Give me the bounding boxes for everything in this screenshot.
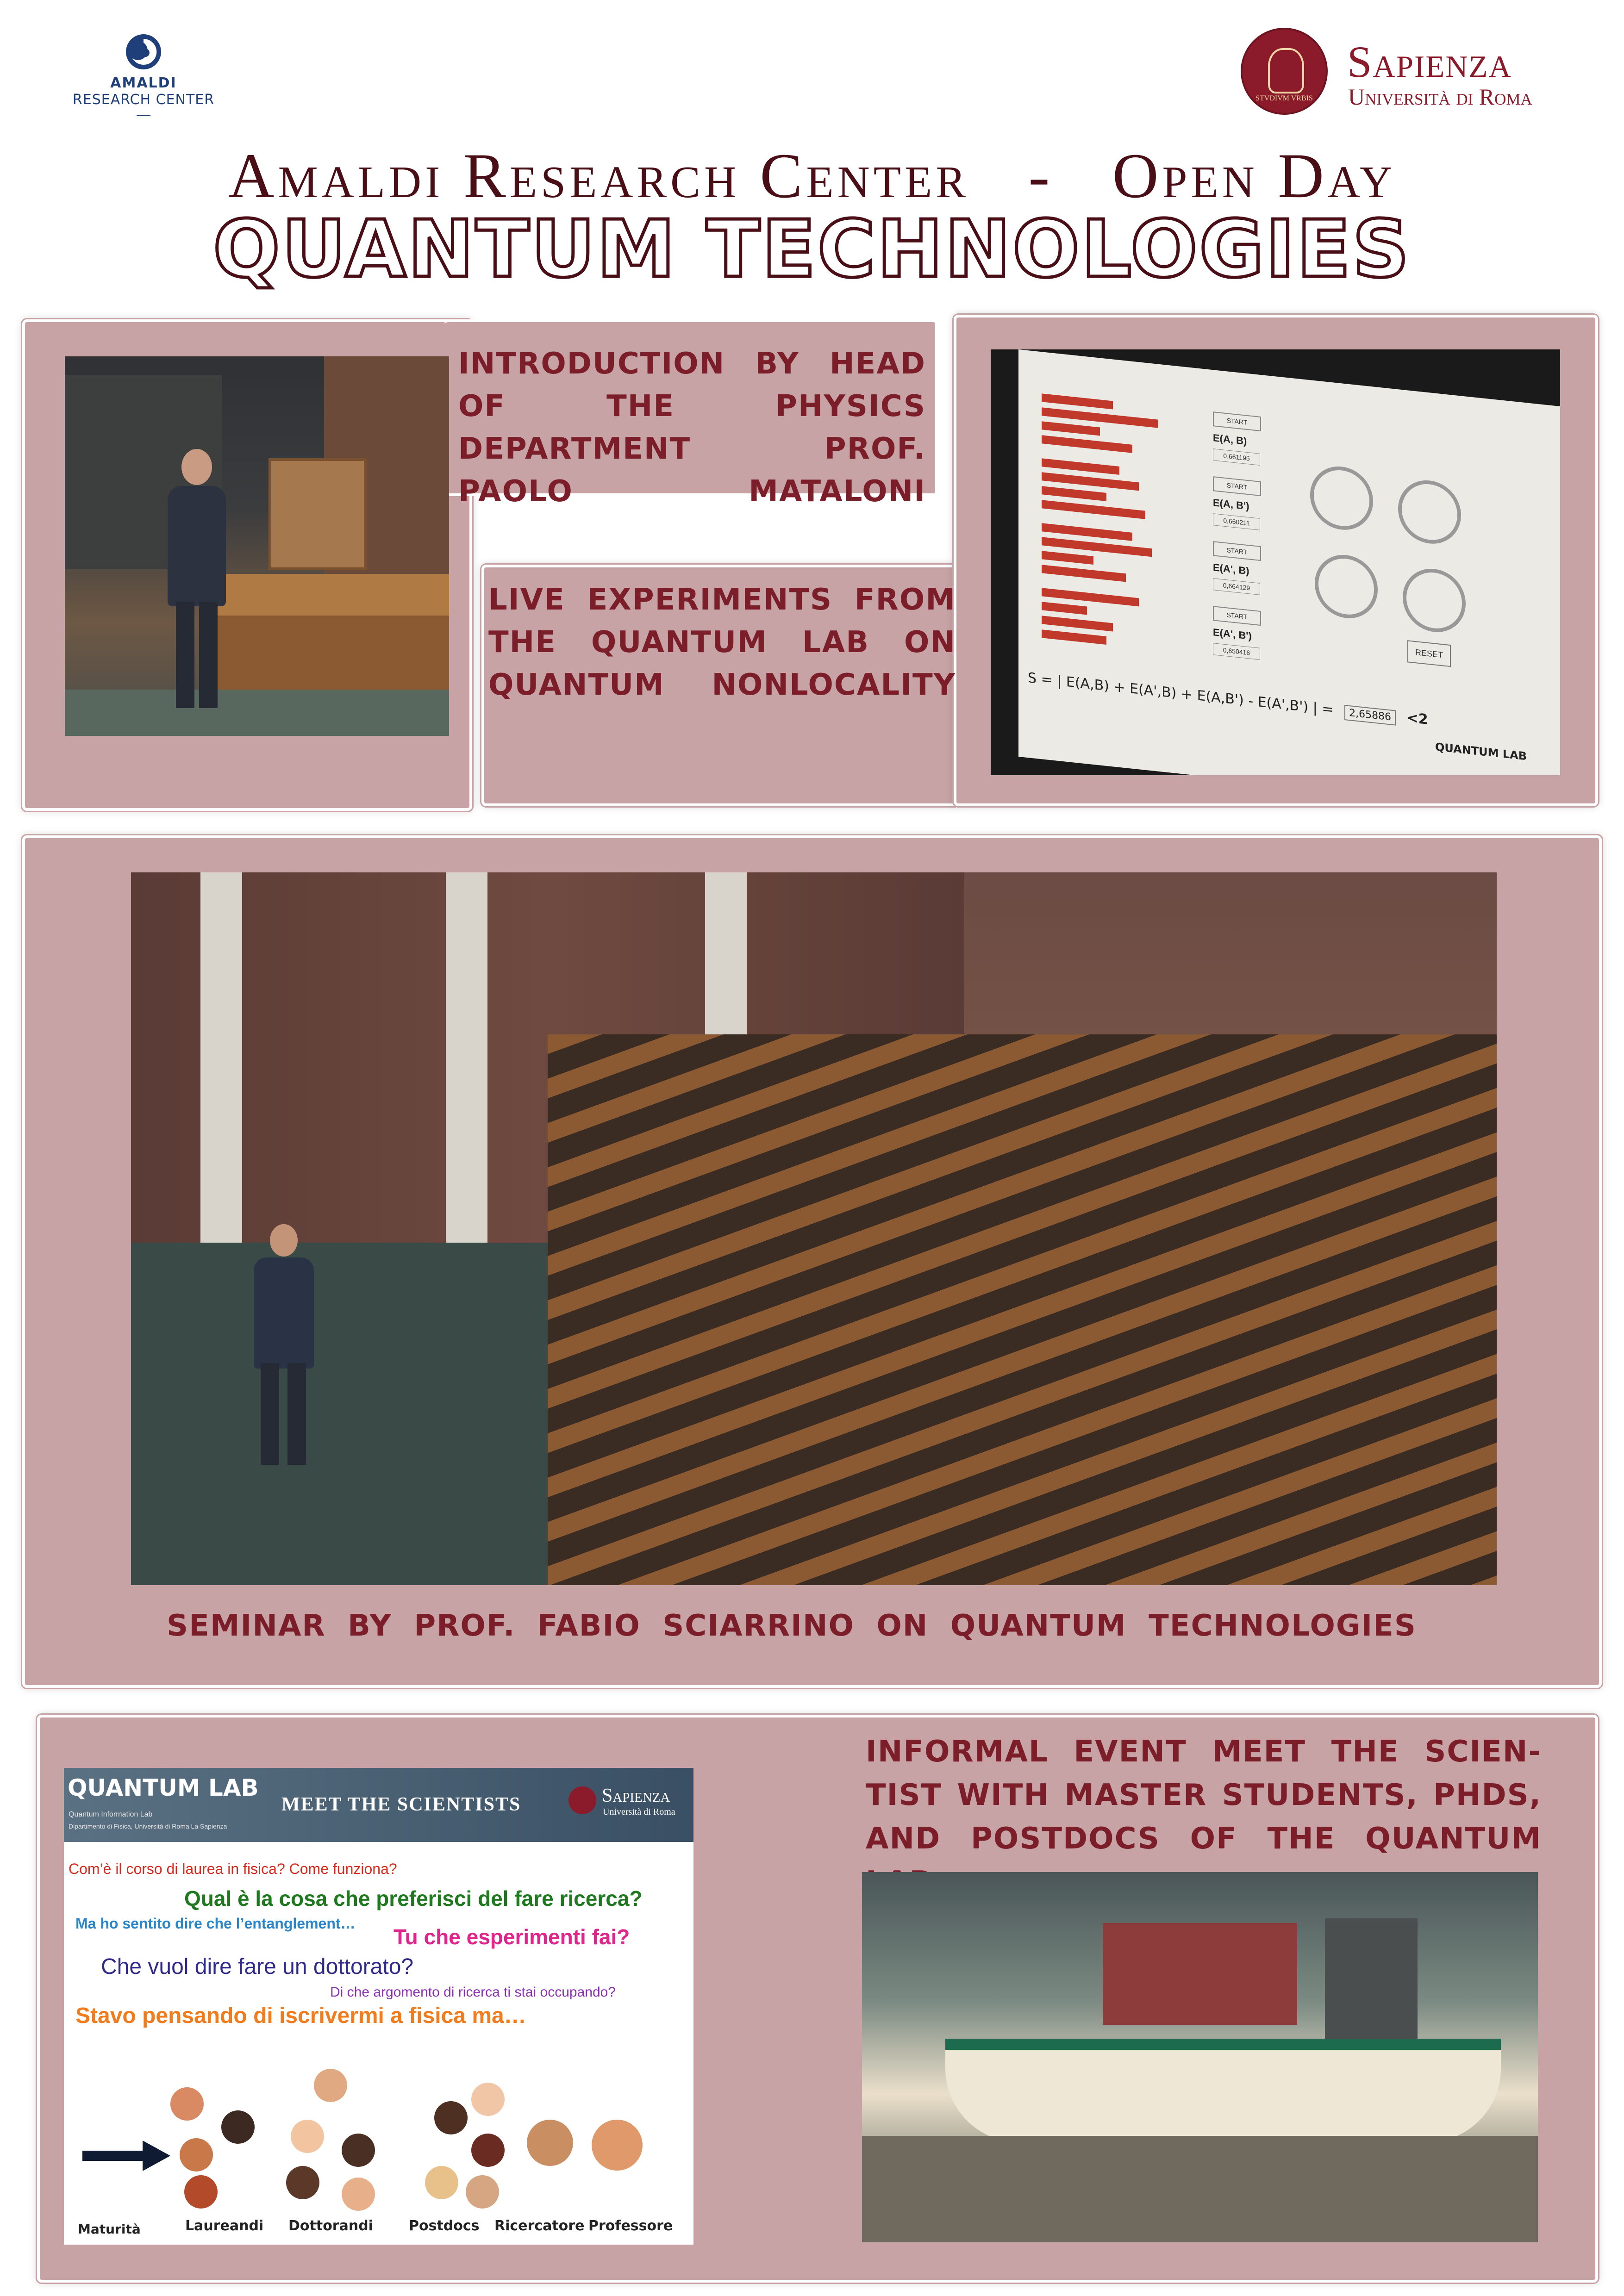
avatar-postdocs-4	[425, 2166, 458, 2199]
amaldi-logo-line2: RESEARCH CENTER	[72, 92, 215, 108]
avatar-postdocs-3	[471, 2134, 505, 2167]
amaldi-logo-dash	[137, 115, 150, 116]
correlation-value: 0,660211	[1213, 513, 1260, 530]
dial-a	[1310, 463, 1373, 533]
sapienza-sub: Università di Roma	[1348, 84, 1532, 110]
correlation-label: E(A', B')	[1213, 626, 1252, 642]
experiment-photo	[991, 349, 1560, 775]
avatar-dottorandi-5	[342, 2178, 375, 2211]
correlation-label: E(A, B')	[1213, 497, 1249, 512]
intro-caption: INTRODUCTION BY HEAD OF THE PHYSICS DEPARTMENT PROF. PAOLO MATALONI	[458, 347, 926, 509]
screen-footer: QUANTUM LAB	[1435, 740, 1527, 763]
page-title: Amaldi Research Center - Open Day	[228, 140, 1396, 211]
avatar-dottorandi-4	[286, 2166, 319, 2199]
meet-scientists-slide	[64, 1768, 693, 2245]
avatar-laureandi-4	[184, 2175, 218, 2209]
bars-column	[1032, 392, 1171, 666]
lab-door	[1325, 1918, 1418, 2048]
amaldi-logo-line1: AMALDI	[110, 75, 177, 91]
informal-photo	[862, 1872, 1538, 2242]
start-button: START	[1213, 606, 1261, 626]
projection-screen	[1018, 349, 1560, 775]
correlation-value: 0,664129	[1213, 578, 1260, 595]
question-5: Che vuol dire fare un dottorato?	[101, 1954, 414, 1979]
question-2: Qual è la cosa che preferisci del fare ricerca?	[184, 1886, 643, 1910]
correlation-bar	[1042, 500, 1145, 519]
desk-front	[208, 616, 449, 690]
question-6: Di che argomento di ricerca ti stai occupando?	[330, 1985, 616, 2000]
avatar-laureandi-2	[221, 2110, 255, 2144]
slide-sapienza-seal-icon	[568, 1786, 596, 1814]
dial-b	[1398, 477, 1461, 547]
floor	[65, 690, 449, 736]
question-7: Stavo pensando di iscrivermi a fisica ma…	[75, 2004, 526, 2028]
correlation-bar	[1042, 421, 1100, 436]
correlation-bar	[1042, 435, 1132, 453]
correlation-bar	[1042, 629, 1106, 645]
slide-header-sub2: Dipartimento di Fisica, Università di Roma La Sapienza	[69, 1823, 227, 1830]
avatar-postdocs-5	[466, 2175, 499, 2209]
slide-header-logo: Sapienza	[602, 1785, 670, 1806]
start-button: START	[1213, 411, 1261, 431]
amaldi-swirl-icon	[124, 32, 163, 71]
role-dottorandi: Dottorandi	[288, 2218, 373, 2234]
question-1: Com’è il corso di laurea in fisica? Come funziona?	[69, 1860, 397, 1877]
amaldi-logo	[65, 32, 222, 120]
correlation-bar	[1042, 393, 1113, 409]
s-value: 2,65886	[1344, 705, 1396, 726]
s-bound: <2	[1406, 709, 1428, 728]
correlation-bar	[1042, 602, 1087, 615]
avatar-laureandi-3	[180, 2138, 213, 2172]
avatar-dottorandi-3	[342, 2134, 375, 2167]
sapienza-seal-text: STVDIVM VRBIS	[1255, 94, 1313, 102]
formula-text: S = | E(A,B) + E(A',B) + E(A,B') - E(A',B') | =	[1028, 670, 1334, 718]
arrow-right-icon	[82, 2137, 170, 2174]
avatar-dottorandi-1	[314, 2069, 347, 2102]
notice-board	[1103, 1923, 1297, 2025]
avatar-ricercatore	[527, 2120, 573, 2166]
slide-header-sub1: Quantum Information Lab	[69, 1811, 153, 1818]
correlation-label: E(A, B)	[1213, 432, 1247, 447]
intro-photo	[65, 356, 449, 736]
dial-a-prime	[1315, 552, 1378, 621]
avatar-laureandi-1	[170, 2087, 204, 2121]
correlation-bar	[1042, 616, 1113, 631]
slide-header-logo-sub: Università di Roma	[603, 1807, 675, 1817]
question-4: Tu che esperimenti fai?	[394, 1925, 630, 1949]
role-maturita: Maturità	[78, 2221, 141, 2237]
start-button: START	[1213, 476, 1261, 496]
role-postdocs: Postdocs	[409, 2218, 480, 2234]
speaker-figure	[162, 449, 231, 717]
slide-header-title: QUANTUM LAB	[68, 1774, 259, 1801]
buffet-table	[945, 2039, 1501, 2142]
seminar-caption: SEMINAR BY PROF. FABIO SCIARRINO ON QUANTUM TECHNOLOGIES	[167, 1609, 1417, 1643]
page-subtitle: QUANTUM TECHNOLOGIES	[213, 204, 1411, 295]
role-professore: Professore	[588, 2218, 673, 2234]
live-caption: LIVE EXPERIMENTS FROM THE QUANTUM LAB ON QUANTUM NONLOCALITY	[488, 583, 956, 702]
sapienza-seal-icon	[1241, 28, 1328, 115]
correlation-bar	[1042, 458, 1119, 475]
correlation-value: 0,661195	[1213, 448, 1260, 466]
role-laureandi: Laureandi	[185, 2218, 264, 2234]
column-1	[200, 872, 242, 1252]
avatar-dottorandi-2	[291, 2120, 324, 2153]
cabinet	[269, 458, 367, 570]
correlation-bar	[1042, 551, 1093, 565]
avatar-postdocs-2	[471, 2083, 505, 2116]
sapienza-logo	[1241, 23, 1565, 120]
start-button: START	[1213, 541, 1261, 561]
slide-header-center: MEET THE SCIENTISTS	[281, 1794, 521, 1815]
sapienza-name: Sapienza	[1347, 37, 1512, 87]
chsh-formula	[1028, 670, 1537, 740]
desk	[208, 574, 449, 616]
seminar-photo	[131, 872, 1497, 1585]
avatar-postdocs-1	[434, 2101, 468, 2134]
column-2	[446, 872, 487, 1270]
correlation-bar	[1042, 486, 1106, 501]
role-ricercatore: Ricercatore	[494, 2218, 585, 2234]
seminar-speaker	[247, 1224, 321, 1465]
correlation-bar	[1042, 565, 1126, 582]
informal-caption: INFORMAL EVENT MEET THE SCIEN-TIST WITH MASTER STUDENTS, PHDS, AND POSTDOCS OF THE QUANTUM	[866, 1735, 1542, 1856]
correlation-label: E(A', B)	[1213, 561, 1249, 577]
event-floor	[862, 2136, 1538, 2242]
question-3: Ma ho sentito dire che l’entanglement…	[75, 1915, 356, 1932]
buttons-column	[1213, 411, 1268, 677]
correlation-value: 0,650416	[1213, 643, 1260, 660]
dial-b-prime	[1403, 566, 1466, 635]
avatar-professore	[592, 2120, 643, 2171]
slide-header	[64, 1768, 693, 1842]
benches	[548, 1034, 1497, 1585]
reset-button: RESET	[1407, 640, 1451, 667]
